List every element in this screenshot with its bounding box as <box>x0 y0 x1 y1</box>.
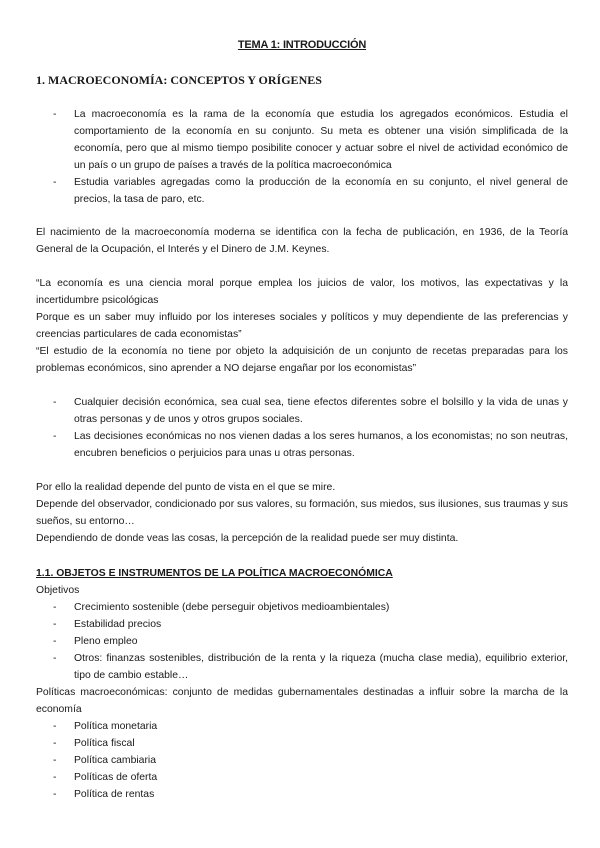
list-item: - Las decisiones económicas no nos vienen dadas a los seres humanos, a los economistas; no son neutras, encubren beneficios o perjuicios para unas u otras personas. <box>36 428 568 462</box>
politicas-list <box>36 718 568 803</box>
list-item: - La macroeconomía es la rama de la economía que estudia los agregados económicos. Estudia el comportamiento de la economía en su conjunto. Su meta es obtener una visión simplificada de la economía, pero que al mismo tiempo posibilite conocer y actuar sobre el nivel de actividad económico de un país o un grupo de países a través de la política macroeconómica <box>36 106 568 174</box>
page-title: TEMA 1: INTRODUCCIÓN <box>237 39 367 51</box>
bullets-macroeconomia <box>36 106 568 208</box>
bullets-decisiones <box>36 394 568 462</box>
reality-block <box>36 479 568 547</box>
quote-line: “La economía es una ciencia moral porque emplea los juicios de valor, los motivos, las expectativas y la incertidumbre psicológicas <box>36 278 568 306</box>
paragraph-keynes <box>36 224 568 258</box>
objetivos-label: Objetivos <box>36 585 80 596</box>
section-1-heading: 1. MACROECONOMÍA: CONCEPTOS Y ORÍGENES <box>36 73 322 87</box>
reality-line: Por ello la realidad depende del punto de vista en el que se mire. <box>36 482 336 493</box>
list-item: - Política de rentas <box>36 786 568 803</box>
keynes-text: El nacimiento de la macroeconomía moderna se identifica con la fecha de publicación, en 1936, de la Teoría General de la Ocupación, el Interés y el Dinero de J.M. Keynes. <box>36 227 568 255</box>
list-item: - Cualquier decisión económica, sea cual sea, tiene efectos diferentes sobre el bolsillo y la vida de unas y otras personas y de unos y otros grupos sociales. <box>36 394 568 428</box>
politicas-intro: Políticas macroeconómicas: conjunto de medidas gubernamentales destinadas a influir sobre la marcha de la economía <box>36 687 568 715</box>
list-item: - Políticas de oferta <box>36 769 568 786</box>
list-item: - Estabilidad precios <box>36 616 568 633</box>
list-item: - Política cambiaria <box>36 752 568 769</box>
objetivos-list <box>36 599 568 684</box>
reality-line: Dependiendo de donde veas las cosas, la percepción de la realidad puede ser muy distinta. <box>36 533 459 544</box>
section-1-1 <box>36 565 568 803</box>
quotes-block <box>36 275 568 377</box>
list-item: - Estudia variables agregadas como la producción de la economía en su conjunto, el nivel general de precios, la tasa de paro, etc. <box>36 174 568 208</box>
quote-line: Porque es un saber muy influido por los intereses sociales y políticos y muy dependiente de las preferencias y creencias particulares de cada economistas” <box>36 312 568 340</box>
section-1-1-heading: 1.1. OBJETOS E INSTRUMENTOS DE LA POLÍTICA MACROECONÓMICA <box>36 568 393 579</box>
list-item: - Crecimiento sostenible (debe perseguir objetivos medioambientales) <box>36 599 568 616</box>
quote-line: “El estudio de la economía no tiene por objeto la adquisición de un conjunto de recetas preparadas para los problemas económicos, sino aprender a NO dejarse engañar por los economistas” <box>36 346 568 374</box>
list-item: - Otros: finanzas sostenibles, distribución de la renta y la riqueza (mucha clase media), equilibrio exterior, tipo de cambio estable… <box>36 650 568 684</box>
list-item: - Política monetaria <box>36 718 568 735</box>
list-item: - Pleno empleo <box>36 633 568 650</box>
list-item: - Política fiscal <box>36 735 568 752</box>
reality-line: Depende del observador, condicionado por sus valores, su formación, sus miedos, sus ilusiones, sus traumas y sus sueños, su entorno… <box>36 499 568 527</box>
